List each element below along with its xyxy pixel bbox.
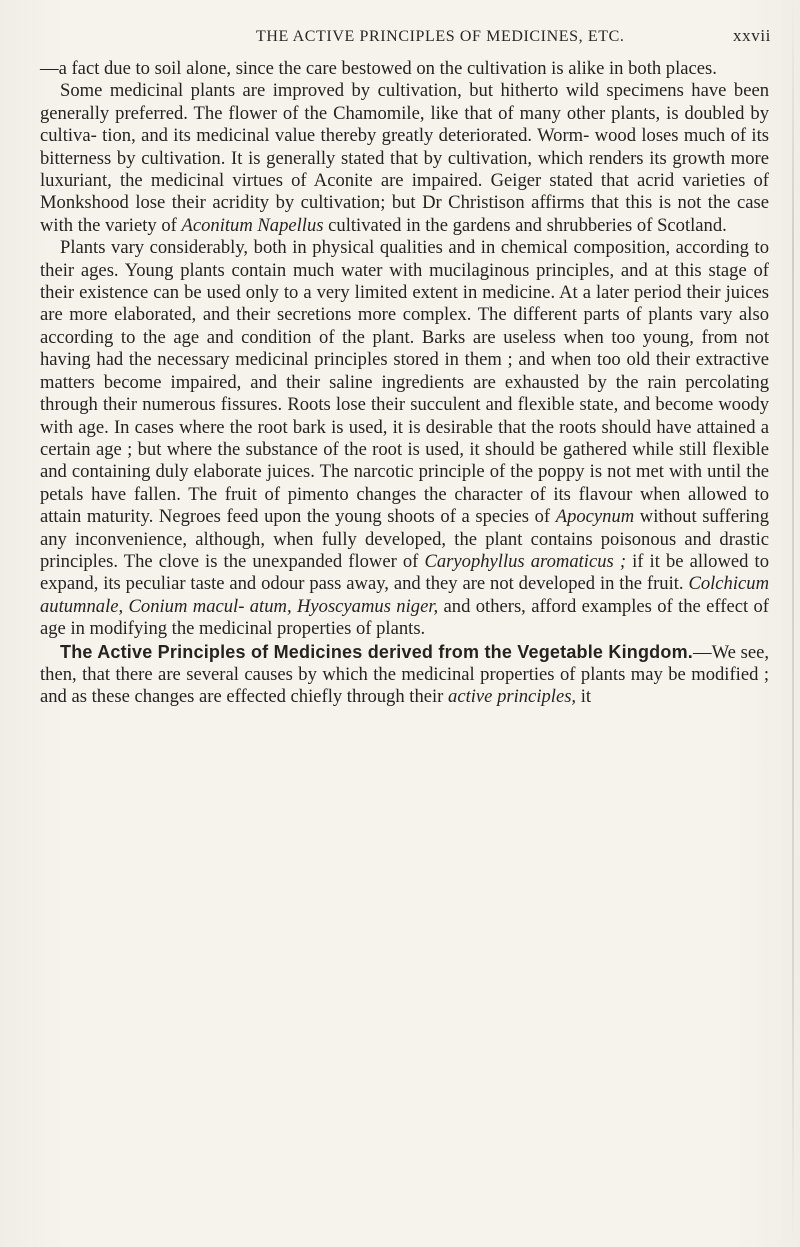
paragraph-3-text-2: without suffering any inconvenience, although, when fully developed, the plant contains poisonous and drastic principles. The clove is the unexpanded flower of bbox=[40, 506, 770, 572]
page-number: xxvii bbox=[733, 26, 771, 45]
paragraph-3-text-4: and others, afford examples of the effect of age in modifying the medicinal properties of plants. bbox=[40, 595, 769, 640]
paragraph-1-text: —a fact due to soil alone, since the care bestowed on the cultivation is alike in both places. bbox=[40, 58, 717, 79]
paragraph-3-text-3: if it be allowed to expand, its peculiar taste and odour pass away, and they are not developed in the fruit. bbox=[40, 550, 770, 595]
paragraph-cultivation bbox=[40, 80, 769, 237]
paragraph-4-text-2: it bbox=[576, 686, 592, 708]
running-title: THE ACTIVE PRINCIPLES OF MEDICINES, ETC. bbox=[256, 28, 625, 45]
paragraph-2-text-1: Some medicinal plants are improved by cultivation, but hitherto wild specimens have been generally preferred. The flower of the Chamomile, like that of many other plants, is doubled by cultiva- tion, and its medicinal value thereby greatly deteriorated. Worm- wood loses much of its bitterness by cultivation. It is generally stated that by cultivation, which renders its growth more luxuriant, the medicinal virtues of Aconite are impaired. Geiger stated that acrid varieties of Monkshood lose their acridity by cultivation; but Dr Christison affirms that this is not the case with the variety of bbox=[40, 80, 769, 236]
species-name-caryophyllus: Caryophyllus aromaticus ; bbox=[424, 550, 627, 572]
paragraph-continuation bbox=[40, 58, 769, 80]
body-text bbox=[40, 58, 769, 709]
species-name-apocynum: Apocynum bbox=[555, 506, 635, 528]
species-name-aconitum: Aconitum Napellus bbox=[181, 214, 324, 236]
paragraph-3-text-1: Plants vary considerably, both in physical qualities and in chemical composition, according to their ages. Young plants contain much water with mucilaginous principles, and at this stage of their existence can be used only to a very limited extent in medicine. At a later period their juices are more elaborated, and their secretions more complex. The different parts of plants vary also according to the age and condition of the plant. Barks are useless when too young, from not having had the necessary medicinal principles stored in them ; and when too old their extractive matters become impaired, and their saline ingredients are exhausted by the rain percolating through their numerous fissures. Roots lose their succulent and flexible state, and become woody with age. In cases where the root bark is used, it is desirable that the roots should have attained a certain age ; but where the substance of the root is used, it should be gathered while still flexible and containing duly elaborate juices. The narcotic principle of the poppy is not met with until the petals have fallen. The fruit of pimento changes the character of its flavour when allowed to attain maturity. Negroes feed upon the young shoots of a species of bbox=[40, 237, 769, 528]
paragraph-active-principles bbox=[40, 641, 769, 709]
running-head bbox=[40, 22, 795, 52]
paragraph-4-text-1: —We see, then, that there are several causes by which the medicinal properties of plants may be modified ; and as these changes are effected chiefly through their bbox=[40, 641, 769, 708]
species-names-colchicum-conium-hyoscyamus: Colchicum autumnale, Conium macul- atum, Hyoscyamus niger, bbox=[40, 573, 769, 617]
paragraph-age bbox=[40, 237, 769, 640]
page-edge-shadow bbox=[792, 0, 794, 1247]
term-active-principles: active principles, bbox=[448, 686, 577, 708]
section-heading: The Active Principles of Medicines derived from the Vegetable Kingdom. bbox=[60, 641, 693, 662]
paragraph-2-text-2: cultivated in the gardens and shrubberies of Scotland. bbox=[323, 214, 727, 236]
